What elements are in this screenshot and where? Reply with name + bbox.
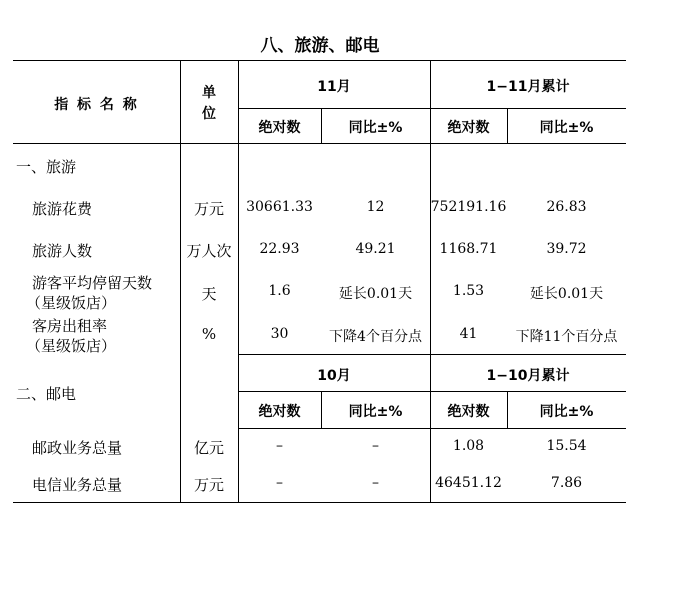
header2-abs-2: 绝对数	[447, 404, 490, 420]
row-unit: 万元	[193, 476, 224, 494]
row-name: 旅游人数	[32, 242, 93, 260]
row-value-abs-2: 41	[459, 326, 478, 342]
header2-mid-rule	[238, 391, 626, 392]
row-value-abs-2: 1168.71	[439, 241, 498, 257]
row-value-abs-2: 1.08	[452, 438, 485, 454]
header-indicator: 指 标 名 称	[54, 97, 139, 113]
row-value-abs-1: 30661.33	[246, 199, 313, 215]
row-name-note: （星级饭店）	[26, 294, 117, 312]
row-unit: %	[201, 325, 217, 343]
row-unit: 万人次	[186, 242, 232, 260]
row-unit: 天	[201, 285, 217, 303]
header2-top-rule	[238, 354, 626, 355]
header2-yoy-1: 同比±%	[348, 404, 403, 420]
row-unit: 亿元	[193, 439, 224, 457]
header2-yoy-2: 同比±%	[539, 404, 594, 420]
section-tourism: 一、旅游	[16, 158, 77, 176]
row-name: 邮政业务总量	[32, 439, 123, 457]
row-value-abs-2: 46451.12	[435, 475, 502, 491]
header-bottom-rule	[13, 143, 626, 144]
row-value-yoy-1: –	[372, 438, 379, 454]
row-name: 旅游花费	[32, 200, 93, 218]
table-bottom-rule	[13, 502, 626, 503]
row-name: 客房出租率	[32, 317, 108, 335]
row-name-note: （星级饭店）	[26, 337, 117, 355]
row-value-yoy-2: 延长0.01天	[529, 286, 604, 302]
header-yoy-2: 同比±%	[539, 120, 594, 136]
row-value-abs-1: –	[276, 475, 283, 491]
table-top-rule	[13, 60, 626, 61]
header2-bottom-rule	[238, 428, 626, 429]
header-yoy-1: 同比±%	[348, 120, 403, 136]
header-period-cumulative: 1−11月累计	[486, 79, 570, 95]
header-abs-2: 绝对数	[447, 120, 490, 136]
header-period-current: 11月	[317, 79, 351, 95]
page-title: 八、旅游、邮电	[260, 36, 380, 56]
row-unit: 万元	[193, 200, 224, 218]
header-abs-1: 绝对数	[258, 120, 301, 136]
row-value-yoy-2: 下降11个百分点	[515, 329, 618, 345]
header2-period-cumulative: 1−10月累计	[486, 368, 570, 384]
row-value-yoy-1: 下降4个百分点	[329, 329, 422, 345]
row-value-abs-1: 1.6	[268, 283, 291, 299]
row-value-yoy-1: 延长0.01天	[338, 286, 413, 302]
row-value-yoy-2: 7.86	[550, 475, 583, 491]
row-value-abs-2: 752191.16	[430, 199, 507, 215]
row-value-yoy-1: 49.21	[355, 241, 396, 257]
row-value-yoy-1: 12	[366, 199, 385, 215]
row-value-yoy-2: 26.83	[546, 199, 587, 215]
header2-abs-1: 绝对数	[258, 404, 301, 420]
row-value-yoy-2: 15.54	[546, 438, 587, 454]
row-value-yoy-1: –	[372, 475, 379, 491]
section-post: 二、邮电	[16, 385, 77, 403]
row-value-yoy-2: 39.72	[546, 241, 587, 257]
row-value-abs-1: 30	[270, 326, 289, 342]
row-name: 游客平均停留天数	[32, 274, 153, 292]
col-divider-name	[180, 60, 181, 502]
row-value-abs-1: –	[276, 438, 283, 454]
header-unit-line2: 位	[202, 106, 216, 122]
header2-period-current: 10月	[317, 368, 351, 384]
row-value-abs-2: 1.53	[452, 283, 485, 299]
header-mid-rule	[238, 108, 626, 109]
row-name: 电信业务总量	[32, 476, 123, 494]
header-unit-line1: 单	[202, 85, 216, 101]
row-value-abs-1: 22.93	[259, 241, 300, 257]
